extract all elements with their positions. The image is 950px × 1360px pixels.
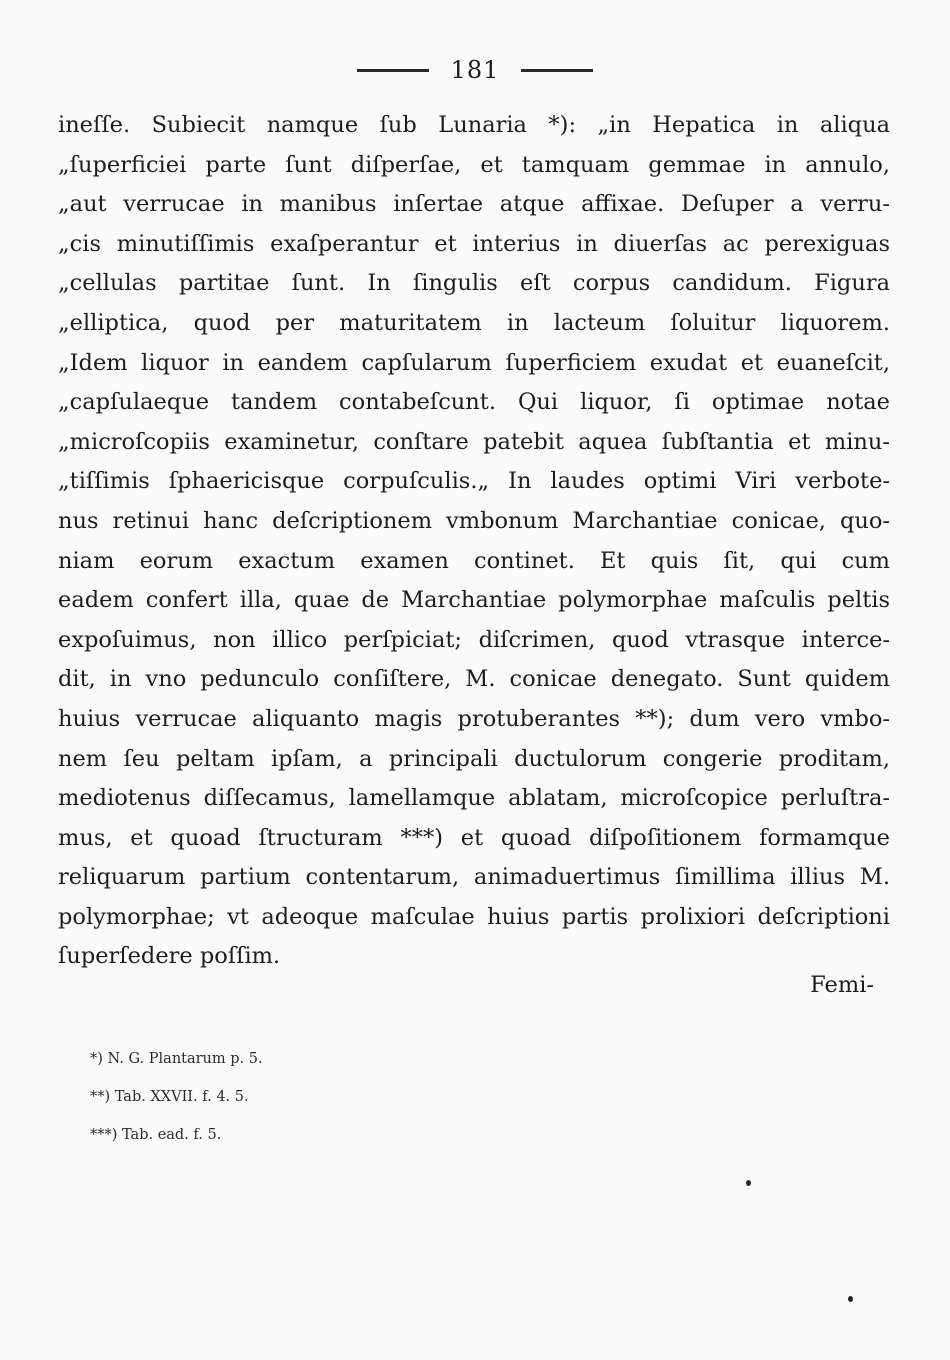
text-line: dit, in vno pedunculo conſiſtere, M. conicae denegato. Sunt quidem bbox=[58, 666, 890, 693]
text-line: huius verrucae aliquanto magis protuberantes **); dum vero vmbo- bbox=[58, 705, 890, 732]
footnote: ***) Tab. ead. f. 5. bbox=[90, 1127, 222, 1143]
text-line: mediotenus diſſecamus, lamellamque ablatam, microſcopice perluſtra- bbox=[58, 785, 890, 812]
text-line: „tiſſimis ſphaericisque corpuſculis.„ In laudes optimi Viri verbote- bbox=[58, 468, 890, 495]
text-line: reliquarum partium contentarum, animaduertimus ſimillima illius M. bbox=[58, 864, 890, 891]
text-line: „ſuperficiei parte ſunt diſperſae, et tamquam gemmae in annulo, bbox=[58, 151, 890, 178]
text-line: „cis minutiſſimis exaſperantur et interius in diuerſas ac perexiguas bbox=[58, 230, 890, 257]
text-line: nem ſeu peltam ipſam, a principali ductulorum congerie proditam, bbox=[58, 745, 890, 772]
text-line: „aut verrucae in manibus inſertae atque affixae. Deſuper a verru- bbox=[58, 191, 890, 218]
text-line: ſuperſedere poſſim. bbox=[58, 943, 281, 970]
footnote: *) N. G. Plantarum p. 5. bbox=[90, 1051, 263, 1067]
footnotes bbox=[90, 1040, 263, 1154]
text-line: polymorphae; vt adeoque maſculae huius partis prolixiori deſcriptioni bbox=[58, 903, 890, 930]
header-rule-left bbox=[357, 69, 429, 72]
text-line: ineſſe. Subiecit namque ſub Lunaria *): „in Hepatica in aliqua bbox=[58, 112, 890, 138]
body-text bbox=[58, 106, 890, 977]
catchword: Femi- bbox=[810, 972, 874, 998]
text-line: „elliptica, quod per maturitatem in lacteum ſoluitur liquorem. bbox=[58, 309, 890, 336]
text-line: „capſulaeque tandem contabeſcunt. Qui liquor, ſi optimae notae bbox=[58, 389, 890, 416]
text-line: mus, et quoad ſtructuram ***) et quoad diſpoſitionem formamque bbox=[58, 824, 890, 851]
ink-speck bbox=[848, 1296, 853, 1302]
text-line: niam eorum exactum examen continet. Et quis ſit, qui cum bbox=[58, 547, 890, 574]
footnote: **) Tab. XXVII. f. 4. 5. bbox=[90, 1089, 249, 1105]
text-line: „Idem liquor in eandem capſularum ſuperficiem exudat et euaneſcit, bbox=[58, 349, 890, 376]
page-number: 181 bbox=[450, 56, 500, 84]
text-line: „cellulas partitae ſunt. In ſingulis eſt corpus candidum. Figura bbox=[58, 270, 890, 297]
page-header bbox=[0, 52, 950, 88]
text-line: „microſcopiis examinetur, conſtare patebit aquea ſubſtantia et minu- bbox=[58, 428, 890, 455]
text-line: expoſuimus, non illico perſpiciat; diſcrimen, quod vtrasque interce- bbox=[58, 626, 890, 653]
header-rule-right bbox=[521, 69, 593, 72]
text-line: nus retinui hanc deſcriptionem vmbonum Marchantiae conicae, quo- bbox=[58, 507, 890, 534]
text-line: eadem confert illa, quae de Marchantiae polymorphae maſculis peltis bbox=[58, 587, 890, 614]
ink-speck bbox=[746, 1180, 751, 1186]
